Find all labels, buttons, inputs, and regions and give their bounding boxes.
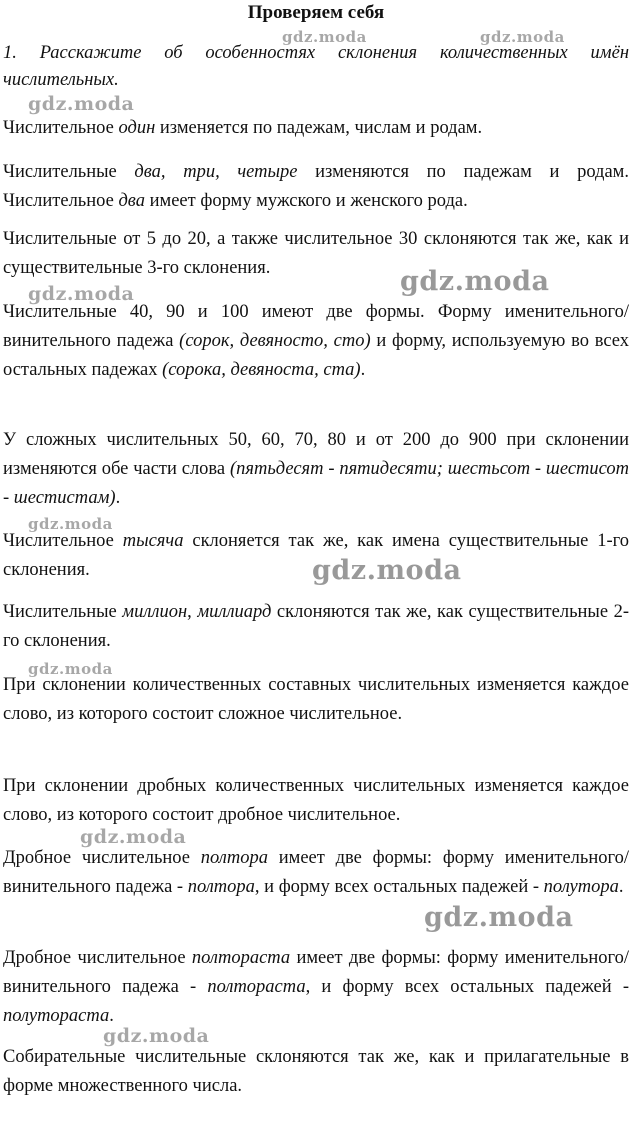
italic-term: полтора (200, 848, 268, 868)
italic-term: миллиард (197, 602, 272, 622)
text-run: изменяются по падежам и родам. Числительное (3, 162, 629, 211)
question: 1. Расскажите об особенностях склонения количественных имён числительных. (3, 43, 629, 90)
text-run: Числительные (3, 602, 123, 622)
italic-term: два, три, четыре (134, 162, 298, 182)
text-run: имеет две формы: форму именительного/винительного падежа - (3, 848, 629, 897)
text-run: Числительные (3, 162, 135, 182)
text-run: , и форму всех остальных падежей - (254, 877, 544, 897)
text-run: склоняются так же, как существительные 2-го склонения. (3, 602, 629, 651)
italic-term: полутораста (3, 1006, 110, 1026)
italic-term: полутора (543, 877, 619, 897)
watermark: gdz.moda (400, 266, 550, 297)
watermark: gdz.moda (312, 555, 462, 586)
italic-term: один (118, 118, 156, 138)
paragraph-2 (3, 158, 629, 216)
italic-term: полтораста (191, 948, 291, 968)
text-run: , (187, 602, 198, 622)
paragraph-11 (3, 944, 629, 1031)
watermark: gdz.moda (28, 515, 113, 533)
text-run: У сложных числительных 50, 60, 70, 80 и от 200 до 900 при склонении изменяются обе части слова (3, 430, 629, 479)
text-run: склоняется так же, как имена существительные 1-го склонения. (3, 531, 629, 580)
italic-term: (сорок, девяносто, сто) (179, 331, 371, 351)
watermark: gdz.moda (480, 28, 565, 46)
text-run: Числительное (3, 531, 123, 551)
text-run: При склонении количественных составных числительных изменяется каждое слово, из которого состоит сложное числительное. (3, 675, 629, 724)
text-run: , и форму всех остальных падежей - (305, 977, 630, 997)
text-run: Дробное числительное (3, 948, 192, 968)
text-run: . (109, 1006, 114, 1026)
watermark: gdz.moda (28, 660, 113, 678)
watermark: gdz.moda (28, 283, 135, 305)
italic-term: полтора (187, 877, 255, 897)
text-run: Числительные от 5 до 20, а также числительное 30 склоняются так же, как и существительные 3-го склонения. (3, 229, 629, 278)
italic-term: (пятьдесят - пятидесяти; шестьсот - шестисот - шестистам) (3, 459, 630, 508)
watermark: gdz.moda (282, 28, 367, 46)
italic-term: тысяча (122, 531, 184, 551)
paragraph-5 (3, 426, 629, 513)
text-run: Числительные 40, 90 и 100 имеют две формы. Форму именительного/винительного падежа (3, 302, 629, 351)
watermark: gdz.moda (80, 826, 187, 848)
italic-term: два (118, 191, 145, 211)
text-run: изменяется по падежам, числам и родам. (155, 118, 483, 138)
watermark: gdz.moda (28, 93, 135, 115)
paragraph-12 (3, 1043, 629, 1101)
paragraph-1 (3, 114, 629, 143)
italic-term: миллион (122, 602, 188, 622)
text-run: Числительное (3, 118, 119, 138)
page-title: Проверяем себя (247, 2, 385, 23)
text-run: и форму, используемую во всех остальных падежах (3, 331, 629, 380)
paragraph-9 (3, 772, 629, 830)
watermark: gdz.moda (424, 902, 574, 933)
italic-term: полтораста (207, 977, 306, 997)
paragraph-8 (3, 671, 629, 729)
text-run: имеет две формы: форму именительного/винительного падежа - (3, 948, 629, 997)
text-run: . (115, 488, 121, 508)
paragraph-10 (3, 844, 629, 902)
paragraph-7 (3, 598, 629, 656)
text-run: . (360, 360, 366, 380)
italic-term: (сорока, девяноста, ста) (162, 360, 361, 380)
text-run: Собирательные числительные склоняются так же, как и прилагательные в форме множественного числа. (3, 1047, 629, 1096)
text-run: имеет форму мужского и женского рода. (144, 191, 468, 211)
text-run: Дробное числительное (3, 848, 201, 868)
watermark: gdz.moda (103, 1025, 210, 1047)
text-run: . (618, 877, 624, 897)
paragraph-4 (3, 298, 629, 385)
text-run: При склонении дробных количественных числительных изменяется каждое слово, из которого состоит дробное числительное. (3, 776, 629, 825)
